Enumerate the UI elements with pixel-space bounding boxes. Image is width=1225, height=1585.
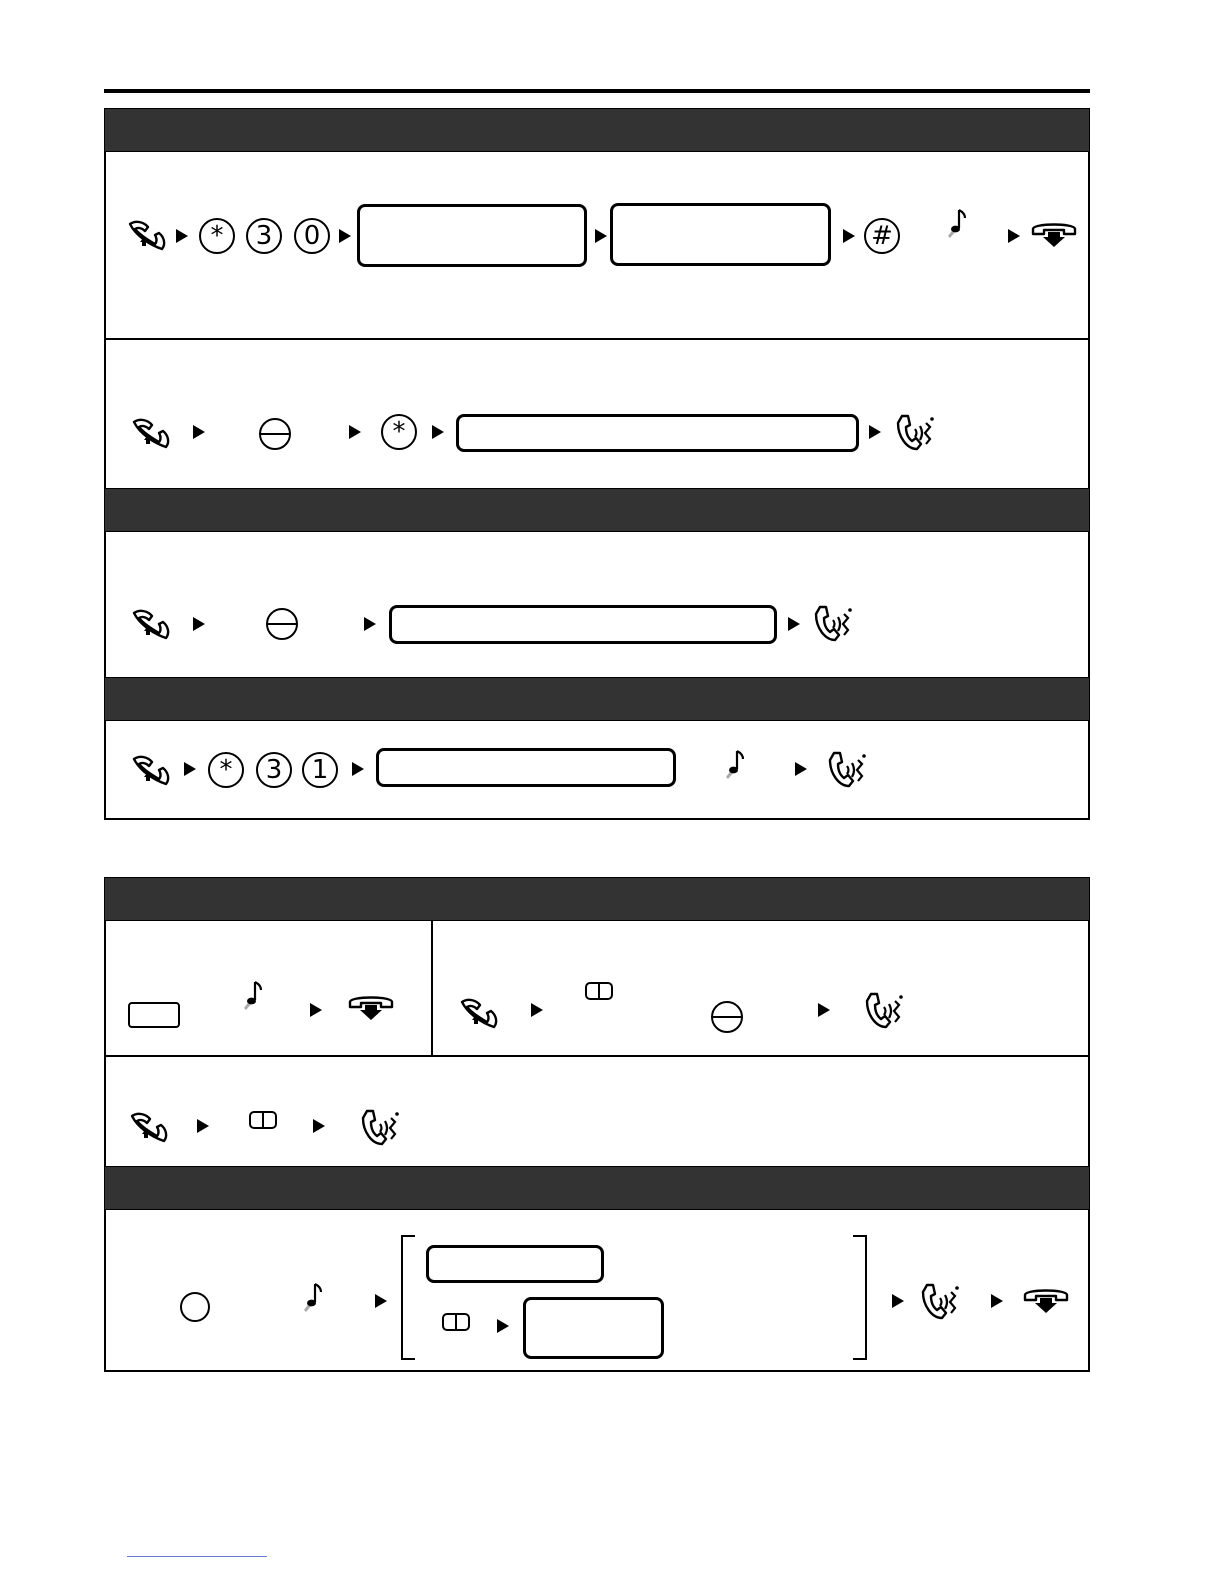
intercom-key-icon: [259, 418, 291, 450]
star-key: *: [199, 218, 235, 254]
off-hook-handset-icon: [458, 996, 502, 1032]
talk-icon: [358, 1108, 402, 1148]
arrow-icon: [497, 1319, 509, 1333]
arrow-icon: [595, 229, 607, 243]
star-key: *: [381, 414, 417, 450]
arrow-icon: [193, 617, 205, 631]
bracket-left: [401, 1235, 415, 1360]
arrow-icon: [432, 425, 444, 439]
section-header-bar: [104, 677, 1090, 721]
bracket-right: [853, 1235, 867, 1360]
message-key-icon: [180, 1292, 210, 1322]
arrow-icon: [176, 229, 188, 243]
arrow-icon: [892, 1294, 904, 1308]
flash-key-icon: [128, 1002, 180, 1028]
input-box: [389, 605, 777, 644]
cancel-key-icon: [249, 1111, 277, 1129]
star-key: *: [208, 752, 244, 788]
footer-link-underline[interactable]: [127, 1556, 267, 1557]
input-box: [523, 1297, 664, 1359]
off-hook-handset-icon: [126, 218, 170, 254]
confirmation-tone-icon: [240, 978, 264, 1012]
digit-1-key: 1: [302, 752, 338, 788]
digit-3-key: 3: [256, 752, 292, 788]
talk-icon: [862, 991, 906, 1031]
arrow-icon: [818, 1003, 830, 1017]
arrow-icon: [531, 1003, 543, 1017]
cancel-key-icon: [442, 1313, 470, 1331]
arrow-icon: [1008, 229, 1020, 243]
arrow-icon: [197, 1119, 209, 1133]
off-hook-handset-icon: [130, 416, 174, 452]
arrow-icon: [364, 617, 376, 631]
on-hook-handset-icon: [347, 993, 395, 1023]
arrow-icon: [310, 1003, 322, 1017]
confirmation-tone-icon: [722, 747, 746, 781]
talk-icon: [825, 750, 869, 790]
arrow-icon: [869, 425, 881, 439]
input-box: [376, 748, 676, 787]
talk-icon: [893, 413, 937, 453]
arrow-icon: [184, 762, 196, 776]
confirmation-tone-icon: [300, 1280, 324, 1314]
arrow-icon: [795, 762, 807, 776]
digit-3-key: 3: [246, 218, 282, 254]
section-header-bar: [104, 488, 1090, 532]
arrow-icon: [313, 1119, 325, 1133]
off-hook-handset-icon: [130, 753, 174, 789]
intercom-key-icon: [711, 1001, 743, 1033]
input-box: [610, 203, 831, 266]
arrow-icon: [193, 425, 205, 439]
column-divider: [431, 921, 433, 1056]
digit-0-key: 0: [294, 218, 330, 254]
confirmation-tone-icon: [944, 206, 968, 240]
cancel-key-icon: [585, 982, 613, 1000]
arrow-icon: [352, 762, 364, 776]
page-top-rule: [104, 89, 1090, 93]
talk-icon: [918, 1282, 962, 1322]
section-header-bar: [104, 877, 1090, 921]
on-hook-handset-icon: [1030, 220, 1078, 250]
input-box: [426, 1245, 604, 1283]
arrow-icon: [991, 1294, 1003, 1308]
arrow-icon: [339, 229, 351, 243]
arrow-icon: [375, 1294, 387, 1308]
off-hook-handset-icon: [128, 1110, 172, 1146]
row-divider: [104, 338, 1090, 340]
row-divider: [104, 1055, 1090, 1057]
section-header-bar: [104, 1166, 1090, 1210]
arrow-icon: [843, 229, 855, 243]
arrow-icon: [349, 425, 361, 439]
talk-icon: [811, 604, 855, 644]
on-hook-handset-icon: [1022, 1286, 1070, 1316]
section-header-bar: [104, 108, 1090, 152]
off-hook-handset-icon: [130, 607, 174, 643]
input-box: [357, 204, 587, 267]
input-box: [456, 414, 859, 452]
intercom-key-icon: [266, 608, 298, 640]
arrow-icon: [788, 617, 800, 631]
hash-key: #: [864, 218, 900, 254]
